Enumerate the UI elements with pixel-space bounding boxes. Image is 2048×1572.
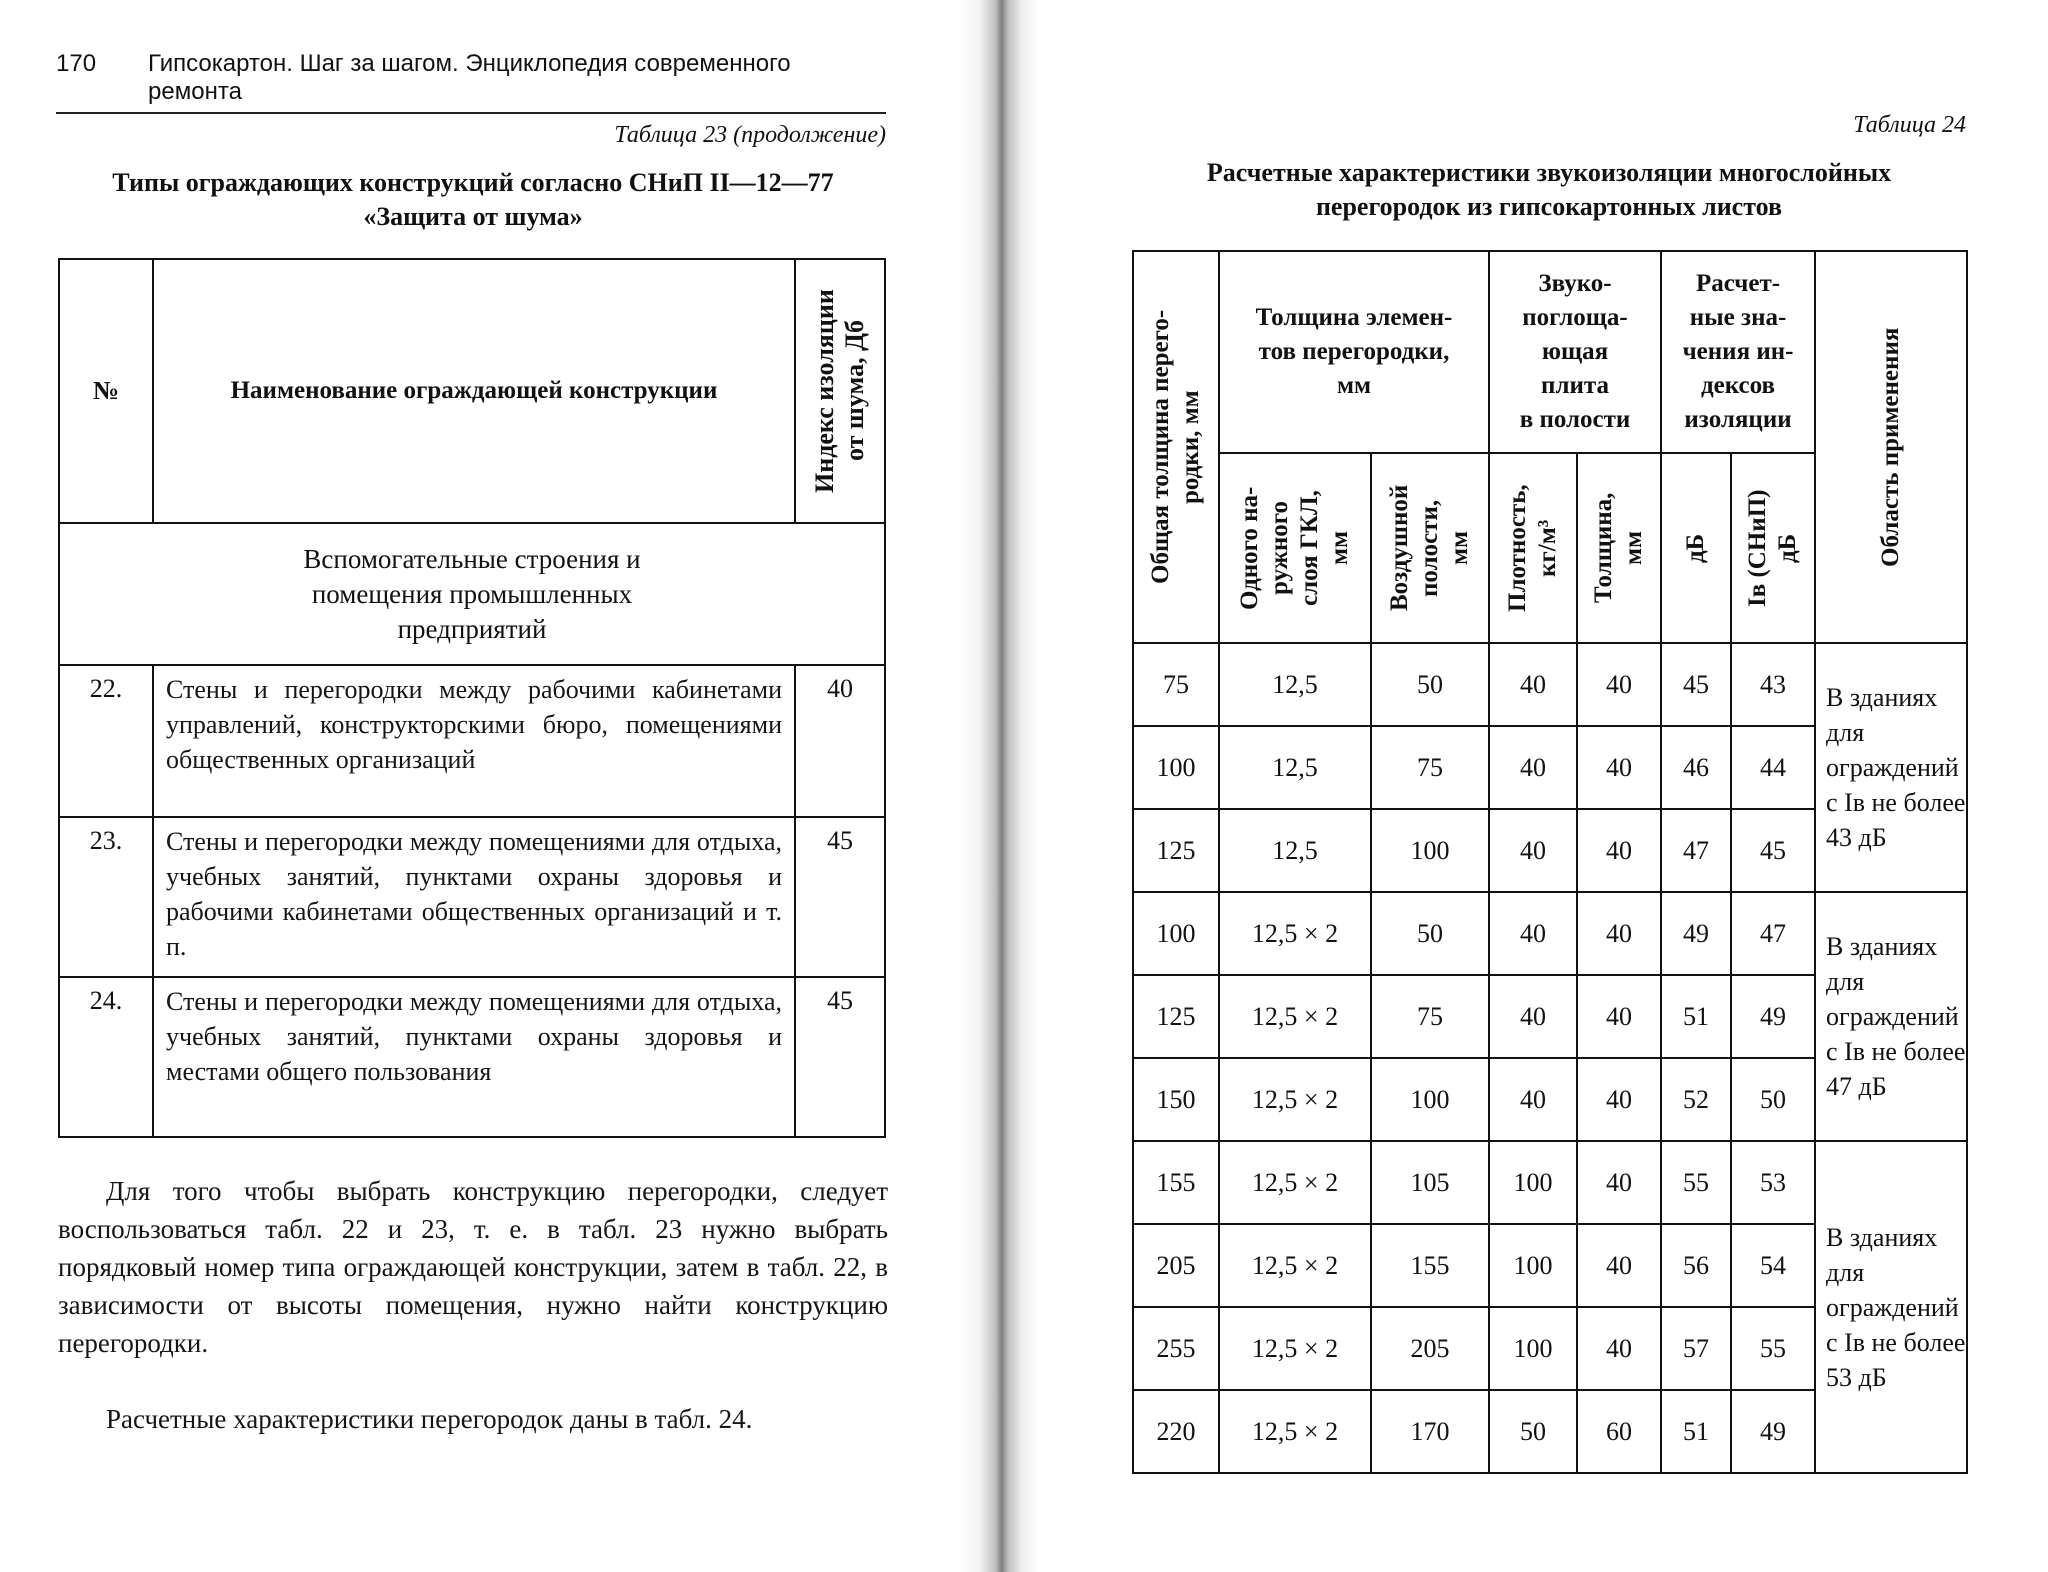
cell-total: 125 (1133, 809, 1219, 892)
column-header-outer (1219, 453, 1371, 643)
cell-density: 100 (1489, 1307, 1577, 1390)
cell-total: 75 (1133, 643, 1219, 726)
cell-air: 75 (1371, 726, 1489, 809)
column-header-outer-text: Одного на- ружного слоя ГКЛ, мм (1236, 486, 1353, 610)
cell-density: 100 (1489, 1141, 1577, 1224)
row-value: 45 (795, 977, 885, 1137)
row-name: Стены и перегородки между рабочими кабинетами управлений, конструкторскими бюро, помещениями общественных организаций (153, 665, 795, 817)
cell-density: 40 (1489, 643, 1577, 726)
column-header-index-text: Индекс изоляции от шума, Дб (810, 289, 869, 493)
cell-thickness: 40 (1577, 809, 1661, 892)
cell-total: 155 (1133, 1141, 1219, 1224)
column-header-db-text: дБ (1682, 533, 1710, 563)
cell-iv: 49 (1731, 975, 1815, 1058)
table-row (59, 665, 885, 817)
table-23-label: Таблица 23 (продолжение) (614, 122, 886, 148)
cell-thickness: 40 (1577, 892, 1661, 975)
left-page (0, 0, 960, 1572)
column-header-total-text: Общая толщина перего- родки, мм (1147, 309, 1204, 585)
column-header-thickness (1577, 453, 1661, 643)
column-header-density (1489, 453, 1577, 643)
cell-total: 255 (1133, 1307, 1219, 1390)
cell-iv: 49 (1731, 1390, 1815, 1473)
cell-air: 50 (1371, 643, 1489, 726)
cell-thickness: 40 (1577, 1307, 1661, 1390)
cell-air: 100 (1371, 1058, 1489, 1141)
row-value: 45 (795, 817, 885, 977)
page-number: 170 (56, 50, 97, 77)
column-header-name: Наименование ограждающей конструкции (153, 259, 795, 523)
table-23 (58, 258, 886, 1138)
cell-total: 125 (1133, 975, 1219, 1058)
column-header-db (1661, 453, 1731, 643)
cell-outer: 12,5 × 2 (1219, 1307, 1371, 1390)
row-number: 24. (59, 977, 153, 1137)
cell-iv: 53 (1731, 1141, 1815, 1224)
column-header-density-text: Плотность, кг/м³ (1504, 484, 1561, 612)
cell-db: 52 (1661, 1058, 1731, 1141)
cell-db: 51 (1661, 975, 1731, 1058)
column-header-number: № (59, 259, 153, 523)
cell-air: 105 (1371, 1141, 1489, 1224)
cell-area: В зданиях для ограждений с Iв не более 53 дБ (1815, 1141, 1967, 1473)
cell-total: 220 (1133, 1390, 1219, 1473)
cell-iv: 47 (1731, 892, 1815, 975)
cell-iv: 45 (1731, 809, 1815, 892)
cell-thickness: 40 (1577, 1224, 1661, 1307)
paragraph-2: Расчетные характеристики перегородок даны в табл. 24. (106, 1404, 753, 1434)
column-header-elements: Толщина элемен- тов перегородки, мм (1219, 251, 1489, 453)
cell-air: 155 (1371, 1224, 1489, 1307)
cell-outer: 12,5 × 2 (1219, 1390, 1371, 1473)
column-header-iv (1731, 453, 1815, 643)
cell-thickness: 40 (1577, 726, 1661, 809)
cell-db: 46 (1661, 726, 1731, 809)
column-header-calc: Расчет- ные зна- чения ин- дексов изоляции (1661, 251, 1815, 453)
cell-air: 50 (1371, 892, 1489, 975)
column-header-plate: Звуко- поглоща- ющая плита в полости (1489, 251, 1661, 453)
table-row (1133, 1141, 1967, 1224)
running-header (56, 50, 886, 114)
section-row (59, 523, 885, 665)
cell-density: 40 (1489, 1058, 1577, 1141)
table-24-title-line2: перегородок из гипсокартонных листов (1315, 192, 1783, 221)
row-number: 23. (59, 817, 153, 977)
cell-outer: 12,5 × 2 (1219, 1058, 1371, 1141)
table-row (59, 817, 885, 977)
cell-density: 40 (1489, 809, 1577, 892)
cell-density: 40 (1489, 975, 1577, 1058)
cell-iv: 44 (1731, 726, 1815, 809)
cell-density: 40 (1489, 892, 1577, 975)
table-23-title (58, 166, 888, 234)
cell-total: 150 (1133, 1058, 1219, 1141)
cell-area: В зданиях для ограждений с Iв не более 47 дБ (1815, 892, 1967, 1141)
cell-db: 45 (1661, 643, 1731, 726)
cell-db: 49 (1661, 892, 1731, 975)
row-name: Стены и перегородки между помещениями для отдыха, учебных занятий, пунктами охраны здоровья и рабочими кабинетами общественных организаций и т. п. (153, 817, 795, 977)
cell-outer: 12,5 (1219, 643, 1371, 726)
cell-iv: 43 (1731, 643, 1815, 726)
column-header-index (795, 259, 885, 523)
cell-outer: 12,5 (1219, 809, 1371, 892)
table-row (59, 977, 885, 1137)
column-header-thickness-text: Толщина, мм (1590, 492, 1647, 604)
cell-air: 205 (1371, 1307, 1489, 1390)
column-header-air-text: Воздушной полости, мм (1386, 484, 1473, 612)
book-gutter (960, 0, 1040, 1572)
cell-density: 40 (1489, 726, 1577, 809)
cell-iv: 54 (1731, 1224, 1815, 1307)
column-header-total (1133, 251, 1219, 643)
table-header-row (59, 259, 885, 523)
table-24-title-line1: Расчетные характеристики звукоизоляции многослойных (1206, 158, 1892, 187)
cell-area: В зданиях для ограждений с Iв не более 43 дБ (1815, 643, 1967, 892)
row-number: 22. (59, 665, 153, 817)
column-header-area-text: Область применения (1877, 327, 1905, 567)
cell-db: 51 (1661, 1390, 1731, 1473)
cell-outer: 12,5 × 2 (1219, 1224, 1371, 1307)
table-header-row-1 (1133, 251, 1967, 453)
cell-total: 100 (1133, 892, 1219, 975)
cell-air: 75 (1371, 975, 1489, 1058)
table-24 (1132, 250, 1968, 1474)
row-value: 40 (795, 665, 885, 817)
cell-outer: 12,5 × 2 (1219, 975, 1371, 1058)
cell-db: 57 (1661, 1307, 1731, 1390)
cell-db: 56 (1661, 1224, 1731, 1307)
table-24-title (1132, 156, 1966, 224)
cell-total: 205 (1133, 1224, 1219, 1307)
cell-thickness: 60 (1577, 1390, 1661, 1473)
cell-density: 100 (1489, 1224, 1577, 1307)
cell-thickness: 40 (1577, 975, 1661, 1058)
cell-density: 50 (1489, 1390, 1577, 1473)
table-23-title-line1: Типы ограждающих конструкций согласно СНиП II—12—77 (112, 168, 834, 197)
row-name: Стены и перегородки между помещениями для отдыха, учебных занятий, пунктами охраны здоровья и местами общего пользования (153, 977, 795, 1137)
cell-outer: 12,5 × 2 (1219, 892, 1371, 975)
cell-thickness: 40 (1577, 1058, 1661, 1141)
cell-air: 170 (1371, 1390, 1489, 1473)
cell-thickness: 40 (1577, 1141, 1661, 1224)
section-title: Вспомогательные строения и помещения промышленных предприятий (59, 523, 885, 665)
paragraph-1: Для того чтобы выбрать конструкцию перегородки, следует воспользоваться табл. 22 и 23, т. е. в табл. 23 нужно выбрать порядковый номер типа ограждающей конструкции, затем в табл. 22, в зависимости от высоты помещения, нужно найти конструкцию перегородки. (58, 1176, 888, 1358)
cell-air: 100 (1371, 809, 1489, 892)
table-23-title-line2: «Защита от шума» (363, 202, 583, 231)
cell-outer: 12,5 (1219, 726, 1371, 809)
table-row (1133, 892, 1967, 975)
column-header-air (1371, 453, 1489, 643)
column-header-area (1815, 251, 1967, 643)
cell-iv: 50 (1731, 1058, 1815, 1141)
cell-outer: 12,5 × 2 (1219, 1141, 1371, 1224)
cell-total: 100 (1133, 726, 1219, 809)
column-header-iv-text: Iв (СНиП) дБ (1744, 489, 1802, 607)
table-row (1133, 643, 1967, 726)
cell-thickness: 40 (1577, 643, 1661, 726)
cell-iv: 55 (1731, 1307, 1815, 1390)
cell-db: 55 (1661, 1141, 1731, 1224)
running-title: Гипсокартон. Шаг за шагом. Энциклопедия современного ремонта (148, 50, 791, 105)
table-24-label: Таблица 24 (1853, 112, 1966, 138)
cell-db: 47 (1661, 809, 1731, 892)
